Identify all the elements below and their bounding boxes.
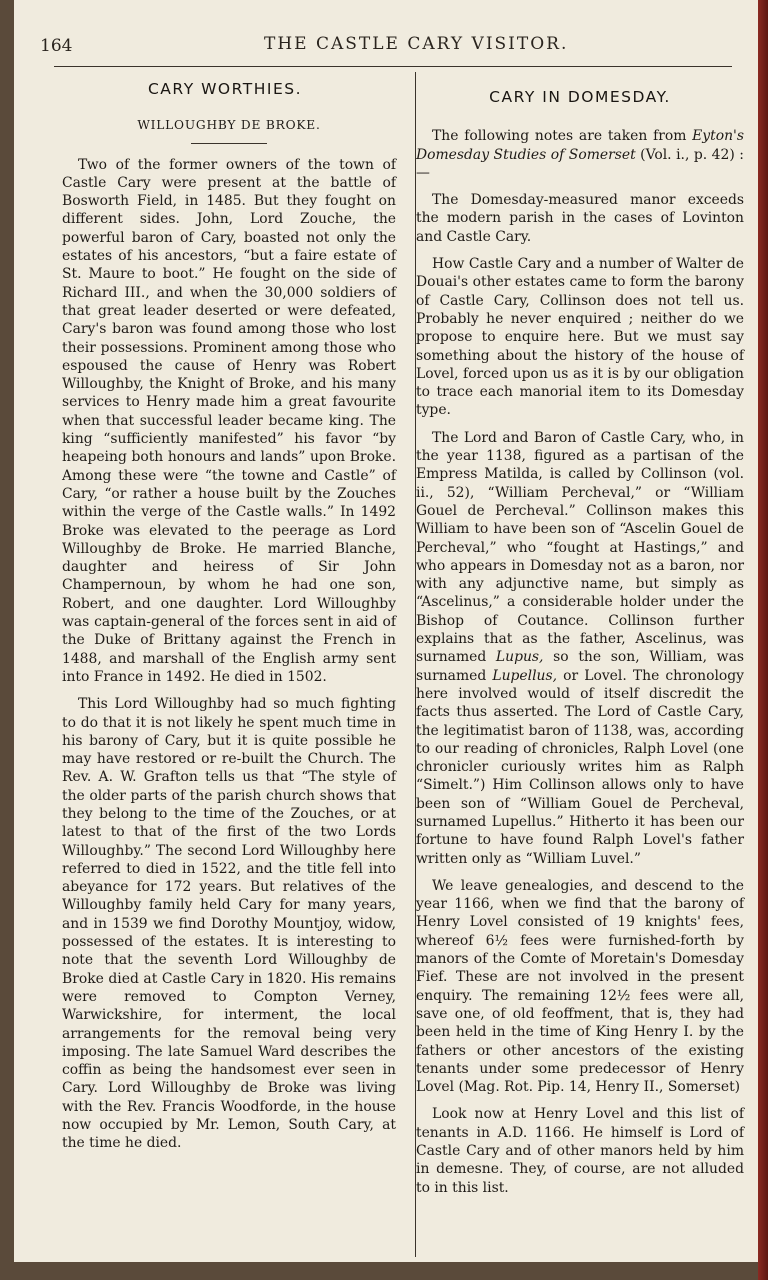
right-column: [416, 76, 744, 1197]
article-subtitle: WILLOUGHBY DE BROKE.: [137, 118, 321, 133]
page-number: 164: [40, 36, 73, 56]
paragraph: [416, 429, 744, 868]
journal-title: THE CASTLE CARY VISITOR.: [264, 34, 569, 54]
paragraph: Two of the former owners of the town of Castle Cary were present at the battle of Bosworth Field, in 1485. But they fought on different sides. John, Lord Zouche, the powerful baron of Cary, boasted not only the estates of his ancestors, “but a faire estate of St. Maure to boot.” He fought on the side of Richard III., and when the 30,000 soldiers of that great leader deserted or were defeated, Cary's baron was found among those who lost their possessions. Prominent among those who espoused the cause of Henry was Robert Willoughby, the Knight of Broke, and his many services to Henry made him a great favourite when that successful leader became king. The king “sufficiently manifested” his favor “by heapeing both honours and lands” upon Broke. Among these were “the towne and Castle” of Cary, “or rather a house built by the Zouches within the verge of the Castle walls.” In 1492 Broke was elevated to the peerage as Lord Willoughby de Broke. He married Blanche, daughter and heiress of Sir John Champernoun, by whom he had one son, Robert, and one daughter. Lord Willoughby was captain-general of the forces sent in aid of the Duke of Brittany against the French in 1488, and marshall of the English army sent into France in 1492. He died in 1502.: [62, 156, 396, 685]
paragraph-text: so the son, William, was surnamed: [416, 649, 744, 684]
article-title-cary-worthies: CARY WORTHIES.: [147, 80, 303, 98]
header-rule: [54, 66, 732, 67]
paragraph: The Domesday-measured manor exceeds the modern parish in the cases of Lovinton and Castle Cary.: [416, 192, 744, 245]
subtitle-rule: [191, 143, 267, 144]
left-column: [62, 76, 396, 1153]
intro-text: The following notes are taken from: [432, 128, 687, 145]
latin-term-lupus: Lupus,: [495, 649, 544, 666]
paragraph: This Lord Willoughby had so much fighting to do that it is not likely he spent much time in his barony of Cary, but it is quite possible he may have restored or re-built the Church. The Rev. A. W. Grafton tells us that “The style of the older parts of the parish church shows that they belong to the time of the Zouches, or at latest to that of the first of the two Lords Willoughby.” The second Lord Willoughby here referred to died in 1522, and the title fell into abeyance for 172 years. But relatives of the Willoughby family held Cary for many years, and in 1539 we find Dorothy Mountjoy, widow, possessed of the estates. It is interesting to note that the seventh Lord Willoughby de Broke died at Castle Cary in 1820. His remains were removed to Compton Verney, Warwickshire, for interment, the local arrangements for the removal being very imposing. The late Samuel Ward describes the coffin as being the handsomest ever seen in Cary. Lord Willoughby de Broke was living with the Rev. Francis Woodforde, in the house now occupied by Mr. Lemon, South Cary, at the time he died.: [62, 696, 396, 1152]
page: [14, 0, 758, 1262]
book-spine-edge: [758, 0, 768, 1280]
source-reference: (Vol. i., p. 42) :—: [416, 146, 744, 181]
paragraph: Look now at Henry Lovel and this list of tenants in A.D. 1166. He himself is Lord of Castle Cary and of other manors held by him in demesne. They, of course, are not alluded to in this list.: [416, 1106, 744, 1196]
paragraph-text: The Lord and Baron of Castle Cary, who, in the year 1138, figured as a partisan of the Empress Matilda, is called by Collinson (vol. ii., 52), “William Percheval,” or “William Gouel de Percheval.” Collinson makes this William to have been son of “Ascelin Gouel de Percheval,” who “fought at Hastings,” and who appears in Domesday not as a baron, nor with any adjunctive name, but simply as “Ascelinus,” a considerable holder under the Bishop of Coutance. Collinson further explains that as the father, Ascelinus, was surnamed: [416, 429, 744, 666]
source-title: Eyton's Domesday Studies of Somerset: [416, 128, 744, 163]
paragraph-text: or Lovel. The chronology here involved would of itself discredit the facts thus asserted. The Lord of Castle Cary, the legitimatist baron of 1138, was, according to our reading of chronicles, Ralph Lovel (one chronicler curiously writes him as Ralph “Simelt.”) Him Collinson allows only to have been son of “William Gouel de Percheval, surnamed Lupellus.” Hitherto it has been our fortune to have found Ralph Lovel's father written only as “William Luvel.”: [416, 667, 744, 867]
paragraph: How Castle Cary and a number of Walter de Douai's other estates came to form the barony of Castle Cary, Collinson does not tell us. Probably he never enquired ; neither do we propose to enquire here. But we must say something about the history of the house of Lovel, forced upon us as it is by our obligation to trace each manorial item to its Domesday type.: [416, 256, 744, 419]
running-head: [34, 30, 730, 60]
intro-paragraph: [416, 127, 744, 182]
article-title-cary-in-domesday: CARY IN DOMESDAY.: [489, 88, 671, 106]
paragraph: We leave genealogies, and descend to the year 1166, when we find that the barony of Henry Lovel consisted of 19 knights' fees, whereof 6½ fees were furnished-forth by manors of the Comte of Moretain's Domesday Fief. These are not involved in the present enquiry. The remaining 12½ fees were all, save one, of old feoffment, that is, they had been held in the time of King Henry I. by the fathers or other ancestors of the existing tenants under some predecessor of Henry Lovel (Mag. Rot. Pip. 14, Henry II., Somerset): [416, 877, 744, 1096]
latin-term-lupellus: Lupellus,: [492, 667, 558, 684]
